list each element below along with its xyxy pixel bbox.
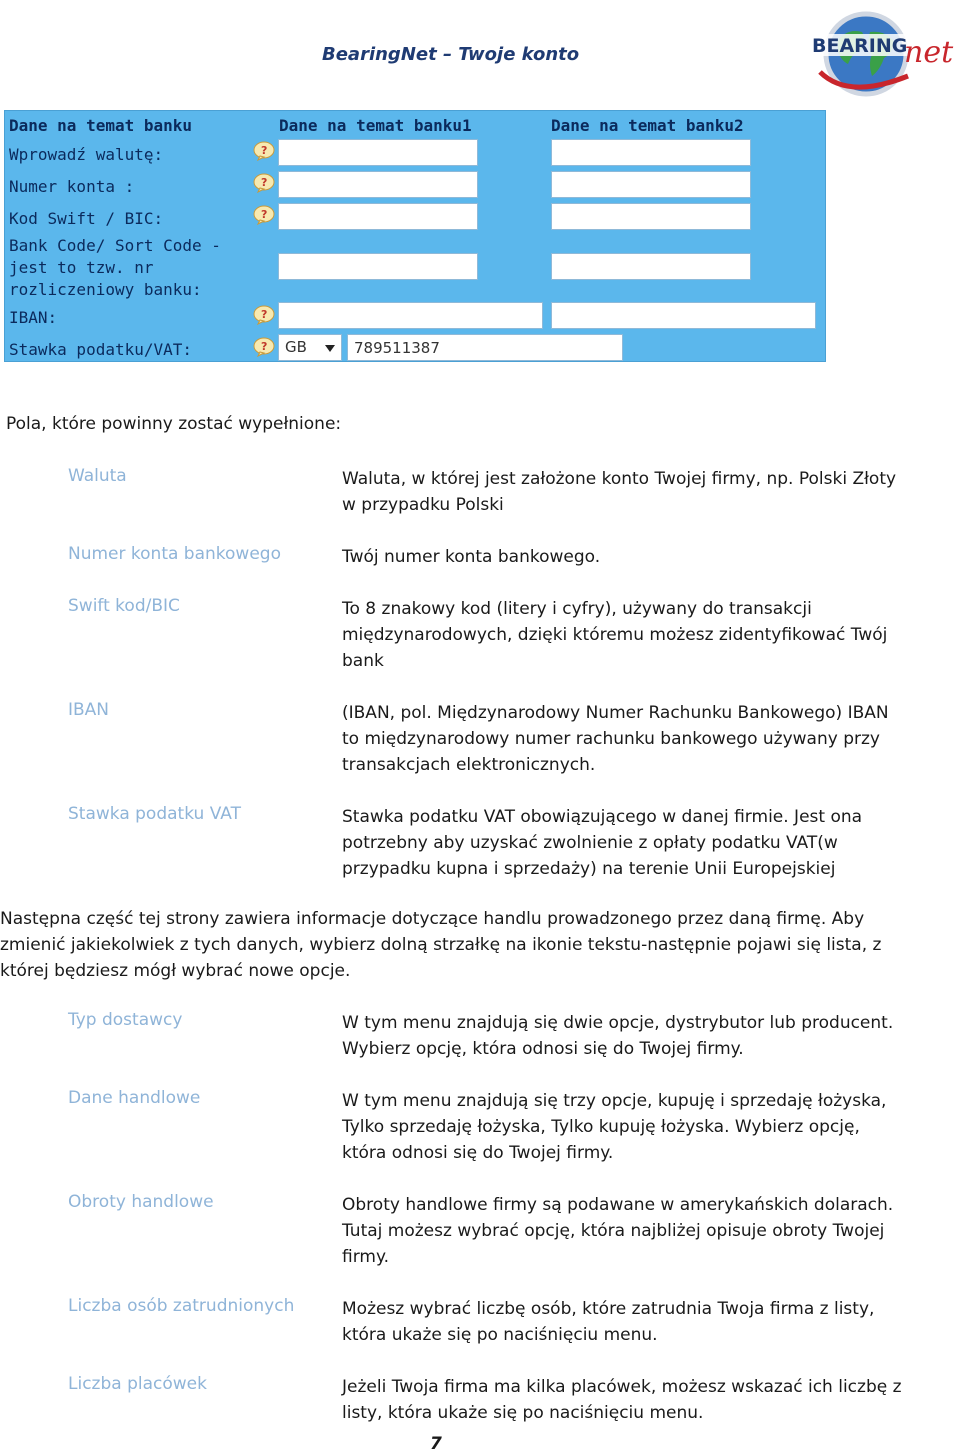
- label-sort-code-line2: jest to tzw. nr: [9, 258, 154, 277]
- trade-intro-paragraph: Następna część tej strony zawiera informacje dotyczące handlu prowadzonego przez daną firmę. Aby zmienić jakiekolwiek z tych danych, wybierz dolną strzałkę na ikonie tekstu-następnie pojawi się lista, z której będziesz mógł wybrać nowe opcje.: [0, 909, 882, 981]
- label-swift: Kod Swift / BIC:: [9, 209, 164, 228]
- svg-text:?: ?: [261, 176, 268, 189]
- label-vat: Stawka podatku/VAT:: [9, 340, 193, 359]
- help-icon[interactable]: [253, 173, 275, 193]
- vat-country-select[interactable]: [278, 334, 342, 361]
- desc-turnover: Obroty handlowe firmy są podawane w amerykańskich dolarach. Tutaj możesz wybrać opcję, która najbliżej opisuje obroty Twojej firmy.: [342, 1195, 894, 1267]
- swift-input-bank1[interactable]: [278, 203, 478, 230]
- desc-iban: (IBAN, pol. Międzynarodowy Numer Rachunku Bankowego) IBAN to międzynarodowy numer rachunku bankowego używany przy transakcjach elektronicznych.: [342, 703, 889, 775]
- logo-word-net: net: [904, 35, 954, 70]
- col-header-bank2: Dane na temat banku2: [551, 116, 744, 135]
- help-icon[interactable]: [253, 305, 275, 325]
- page-header-title: BearingNet – Twoje konto: [322, 44, 580, 65]
- currency-input-bank2[interactable]: [551, 139, 751, 166]
- vat-number-input[interactable]: [347, 334, 623, 361]
- fields-intro: Pola, które powinny zostać wypełnione:: [6, 414, 342, 434]
- label-sort-code-line1: Bank Code/ Sort Code -: [9, 236, 221, 255]
- help-icon[interactable]: [253, 141, 275, 161]
- currency-input-bank1[interactable]: [278, 139, 478, 166]
- term-vat: Stawka podatku VAT: [68, 804, 241, 824]
- desc-branches: Jeżeli Twoja firma ma kilka placówek, możesz wskazać ich liczbę z listy, która ukaże się po naciśnięciu menu.: [342, 1377, 902, 1423]
- col-header-bank: Dane na temat banku: [9, 116, 193, 135]
- term-iban: IBAN: [68, 700, 110, 720]
- iban-input-bank2[interactable]: [551, 302, 816, 329]
- help-icon[interactable]: [253, 205, 275, 225]
- svg-text:?: ?: [261, 144, 268, 157]
- label-account-number: Numer konta :: [9, 177, 135, 196]
- term-turnover: Obroty handlowe: [68, 1192, 214, 1212]
- label-sort-code-line3: rozliczeniowy banku:: [9, 280, 202, 299]
- term-account-number: Numer konta bankowego: [68, 544, 281, 564]
- svg-text:?: ?: [261, 208, 268, 221]
- term-trade-data: Dane handlowe: [68, 1088, 201, 1108]
- svg-text:?: ?: [261, 340, 268, 353]
- desc-currency: Waluta, w której jest założone konto Twojej firmy, np. Polski Złoty w przypadku Polski: [342, 469, 897, 515]
- help-icon[interactable]: [253, 337, 275, 357]
- term-swift: Swift kod/BIC: [68, 596, 180, 616]
- iban-input-bank1[interactable]: [278, 302, 543, 329]
- logo-word-bearing: BEARING: [812, 35, 908, 57]
- col-header-bank1: Dane na temat banku1: [279, 116, 472, 135]
- chevron-down-icon: [325, 345, 335, 352]
- account-number-input-bank1[interactable]: [278, 171, 478, 198]
- vat-country-value: GB: [285, 338, 307, 356]
- desc-employees: Możesz wybrać liczbę osób, które zatrudnia Twoja firma z listy, która ukaże się po naciśnięciu menu.: [342, 1299, 875, 1345]
- page-number: 7: [430, 1434, 442, 1454]
- term-currency: Waluta: [68, 466, 127, 486]
- desc-account-number: Twój numer konta bankowego.: [342, 547, 601, 567]
- svg-text:?: ?: [261, 308, 268, 321]
- swift-input-bank2[interactable]: [551, 203, 751, 230]
- term-branches: Liczba placówek: [68, 1374, 207, 1394]
- account-number-input-bank2[interactable]: [551, 171, 751, 198]
- desc-swift: To 8 znakowy kod (litery i cyfry), używany do transakcji międzynarodowych, dzięki któremu możesz zidentyfikować Twój bank: [342, 599, 888, 671]
- sort-code-input-bank2[interactable]: [551, 253, 751, 280]
- desc-trade-data: W tym menu znajdują się trzy opcje, kupuję i sprzedaję łożyska, Tylko sprzedaję łożyska, Tylko kupuję łożyska. Wybierz opcję, która odnosi się do Twojej firmy.: [342, 1091, 887, 1163]
- desc-supplier-type: W tym menu znajdują się dwie opcje, dystrybutor lub producent. Wybierz opcję, która odnosi się do Twojej firmy.: [342, 1013, 894, 1059]
- term-supplier-type: Typ dostawcy: [68, 1010, 183, 1030]
- sort-code-input-bank1[interactable]: [278, 253, 478, 280]
- desc-vat: Stawka podatku VAT obowiązującego w danej firmie. Jest ona potrzebny aby uzyskać zwolnienie z opłaty podatku VAT(w przypadku kupna i sprzedaży) na terenie Unii Europejskiej: [342, 807, 863, 879]
- bearingnet-logo: [808, 2, 958, 98]
- bank-details-panel: [4, 110, 826, 362]
- label-iban: IBAN:: [9, 308, 58, 327]
- term-employees: Liczba osób zatrudnionych: [68, 1296, 295, 1316]
- label-currency: Wprowadź walutę:: [9, 145, 164, 164]
